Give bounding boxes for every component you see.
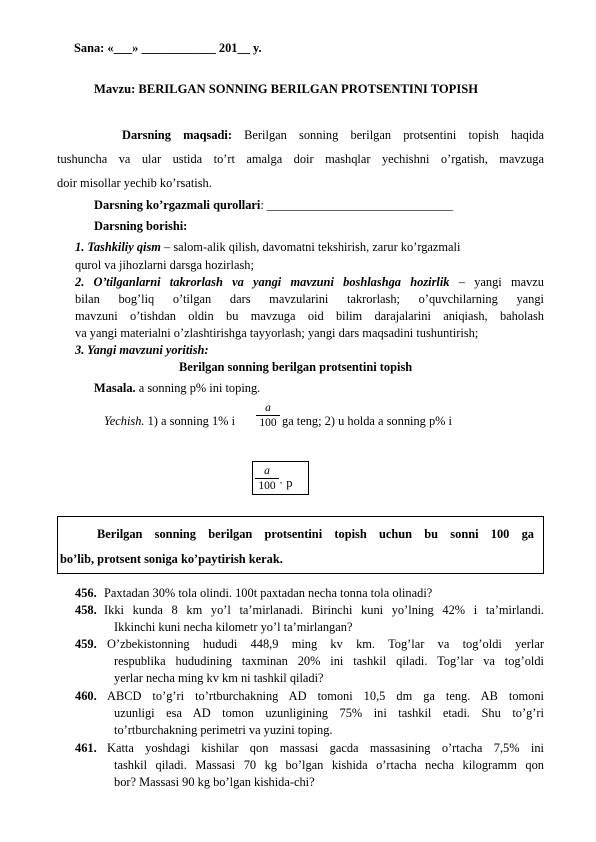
rule-line-1: Berilgan sonning berilgan protsentini topish uchun bu sonni 100 ga: [97, 527, 534, 541]
formula-multiplier: · p: [279, 476, 293, 490]
fraction-denominator: 100: [259, 417, 277, 429]
formula-fraction-bar: [255, 478, 279, 479]
exercise-460-number: 460.: [75, 689, 97, 703]
fraction-bar: [256, 415, 280, 416]
solution-text-1: 1) a sonning 1% i: [144, 414, 236, 428]
exercise-456-line-1: Paxtadan 30% tola olindi. 100t paxtadan necha tonna tola olinadi?: [104, 586, 433, 600]
exercise-459-line-2: respublika hududining taxminan 20% ini tashkil qiladi. Tog’lar va tog’oldi: [114, 654, 544, 668]
fraction-numerator: a: [265, 402, 271, 414]
fraction-a-over-100: [256, 402, 280, 429]
stage-2-line-4: va yangi materialni o’zlashtirishga tayyorlash; yangi dars maqsadini tushuntirish;: [75, 326, 479, 340]
exercise-461-number: 461.: [75, 741, 97, 755]
stage-2-text: – yangi mavzu: [449, 275, 545, 289]
progress-label: Darsning borishi:: [94, 219, 188, 233]
goal-line-2: tushuncha va ular ustida to’rt amalga doir mashqlar yechishni o’rgatish, mavzuga: [57, 152, 544, 166]
stage-2-line-1: [75, 275, 544, 290]
goal-line-3: doir misollar yechib ko’rsatish.: [57, 176, 212, 190]
formula-numerator: a: [264, 465, 270, 477]
exercise-461-line-1: Katta yoshdagi kishilar qon massasi gacda massasining o’rtacha 7,5% ini: [107, 741, 544, 755]
exercise-459-number: 459.: [75, 637, 97, 651]
exercise-458-line-2: Ikkinchi kuni necha kilometr yo’l ta’mirlangan?: [114, 620, 353, 634]
exercise-460-line-2: uzunligi esa AD tomon uzunligining 75% ini tashkil etadi. Shu to’g’ri: [114, 706, 544, 720]
equipment-blank: : ______________________________: [260, 198, 453, 212]
solution-part-2: ga teng; 2) u holda a sonning p% i: [282, 414, 452, 428]
page-title: Mavzu: BERILGAN SONNING BERILGAN PROTSENTINI TOPISH: [94, 82, 479, 96]
solution-part-1: [104, 414, 235, 429]
problem-text: a sonning p% ini toping.: [135, 381, 261, 395]
stage-2-line-3: mavzuni o’tishdan oldin bu mavzuga oid bilim darajalarini aniqiash, baholash: [75, 309, 544, 323]
stage-3-title: 3. Yangi mavzuni yoritish:: [75, 343, 209, 357]
stage-1-title: 1. Tashkiliy qism: [75, 240, 161, 254]
exercise-458-number: 458.: [75, 603, 97, 617]
stage-1-text: – salom-alik qilish, davomatni tekshirish, zarur ko’rgazmali: [160, 240, 461, 254]
formula-fraction: [255, 465, 279, 492]
problem-line: [94, 381, 260, 396]
exercise-459-line-1: O’zbekistonning hududi 448,9 ming kv km. Tog’lar va tog’oldi yerlar: [107, 637, 544, 651]
exercise-460-line-1: ABCD to’g’ri to’rtburchakning AD tomoni 10,5 dm ga teng. AB tomoni: [107, 689, 544, 703]
equipment-line: [94, 198, 453, 213]
exercise-456-number: 456.: [75, 586, 97, 600]
problem-label: Masala.: [94, 381, 136, 395]
exercise-459-line-3: yerlar necha ming kv km ni tashkil qiladi?: [114, 671, 324, 685]
rule-line-2: bo’lib, protsent soniga ko’paytirish kerak.: [60, 552, 283, 566]
section-title: Berilgan sonning berilgan protsentini topish: [179, 360, 413, 374]
exercise-460-line-3: to’rtburchakning perimetri va yuzini toping.: [114, 723, 333, 737]
stage-2-line-2: bilan bog’liq o’tilgan dars mavzularini takrorlash; o’quvchilarning yangi: [75, 292, 544, 306]
date-line: Sana: «___» ____________ 201__ y.: [74, 41, 262, 55]
stage-1-line-1: [75, 240, 460, 255]
formula-denominator: 100: [258, 480, 276, 492]
stage-1-line-2: qurol va jihozlarni darsga hozirlash;: [75, 258, 254, 272]
exercise-458-line-1: Ikki kunda 8 km yo’l ta’mirlanadi. Birinchi kuni yo’lning 42% i ta’mirlandi.: [104, 603, 544, 617]
goal-line-1: [122, 128, 544, 143]
exercise-461-line-2: tashkil qiladi. Massasi 70 kg bo’lgan kishida o’rtacha necha kilogramm qon: [114, 758, 544, 772]
goal-label: Darsning maqsadi:: [122, 128, 232, 142]
exercise-461-line-3: bor? Massasi 90 kg bo’lgan kishida-chi?: [114, 775, 315, 789]
solution-label: Yechish.: [104, 414, 145, 428]
equipment-label: Darsning ko’rgazmali qurollari: [94, 198, 261, 212]
stage-2-title: 2. O’tilganlarni takrorlash va yangi mavzuni boshlashga hozirlik: [75, 275, 450, 289]
goal-line-1-text: Berilgan sonning berilgan protsentini topish haqida: [244, 128, 544, 142]
